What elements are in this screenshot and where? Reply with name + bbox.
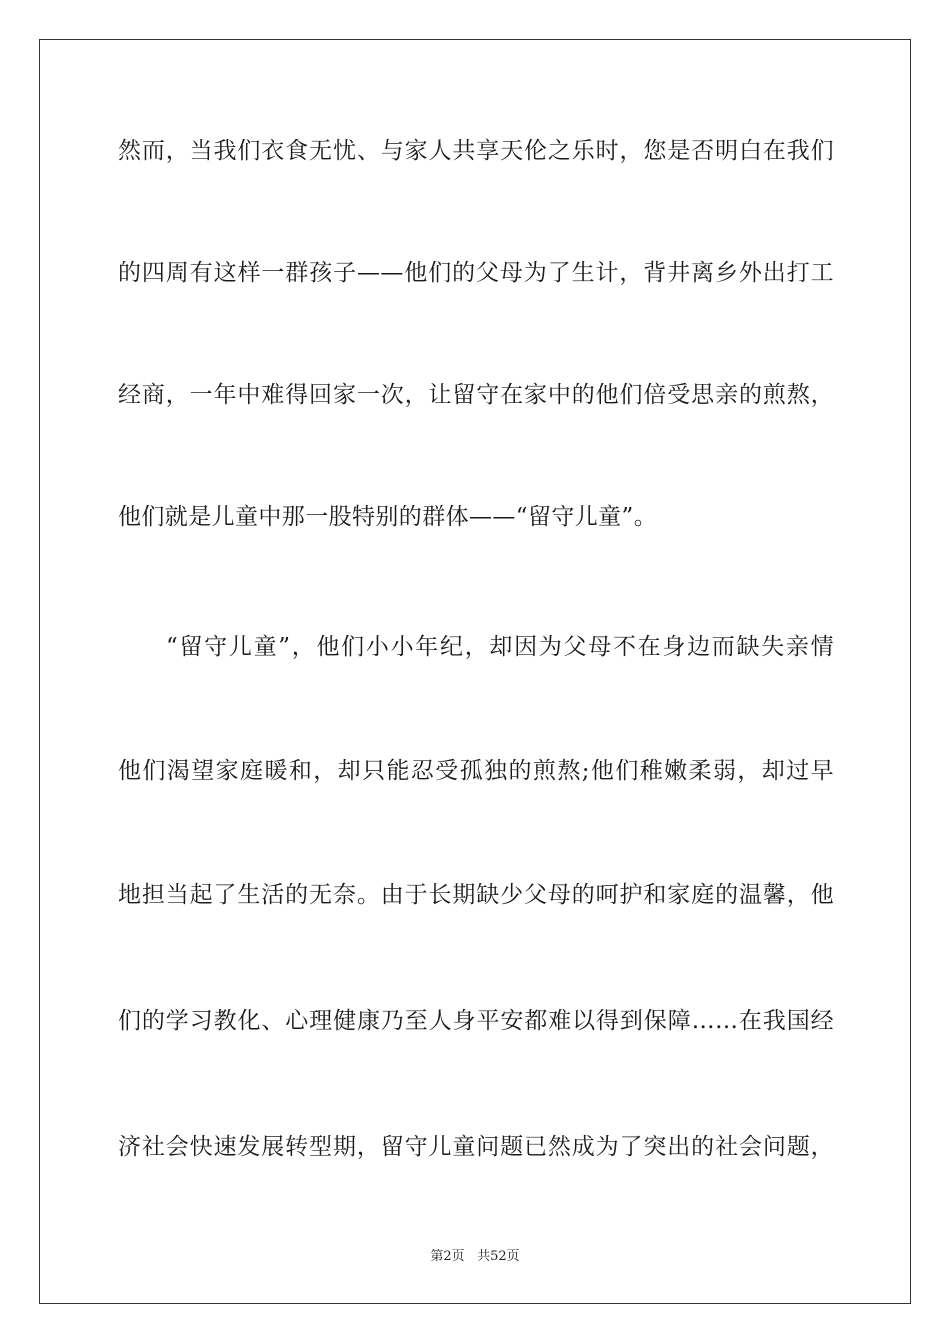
text-line-5: “留守儿童”，他们小小年纪，却因为父母不在身边而缺失亲情 [166, 634, 834, 660]
page-number: 第2页 [430, 1249, 465, 1264]
text-line-8: 们的学习教化、心理健康乃至人身平安都难以得到保障……在我国经 [118, 1008, 834, 1034]
text-line-7: 地担当起了生活的无奈。由于长期缺少父母的呵护和家庭的温馨，他 [118, 882, 834, 908]
text-line-1: 然而，当我们衣食无忧、与家人共享天伦之乐时，您是否明白在我们 [118, 138, 834, 164]
footer-gap [465, 1249, 477, 1264]
page-total: 共52页 [477, 1249, 520, 1264]
text-line-4: 他们就是儿童中那一股特别的群体——“留守儿童”。 [118, 504, 658, 530]
text-line-9: 济社会快速发展转型期，留守儿童问题已然成为了突出的社会问题， [118, 1134, 834, 1160]
page-footer [0, 1248, 950, 1266]
text-line-3: 经商，一年中难得回家一次，让留守在家中的他们倍受思亲的煎熬， [118, 382, 834, 408]
text-line-2: 的四周有这样一群孩子——他们的父母为了生计，背井离乡外出打工 [118, 260, 834, 286]
page-border [39, 39, 911, 1304]
text-line-6: 他们渴望家庭暖和，却只能忍受孤独的煎熬;他们稚嫩柔弱，却过早 [118, 758, 834, 784]
